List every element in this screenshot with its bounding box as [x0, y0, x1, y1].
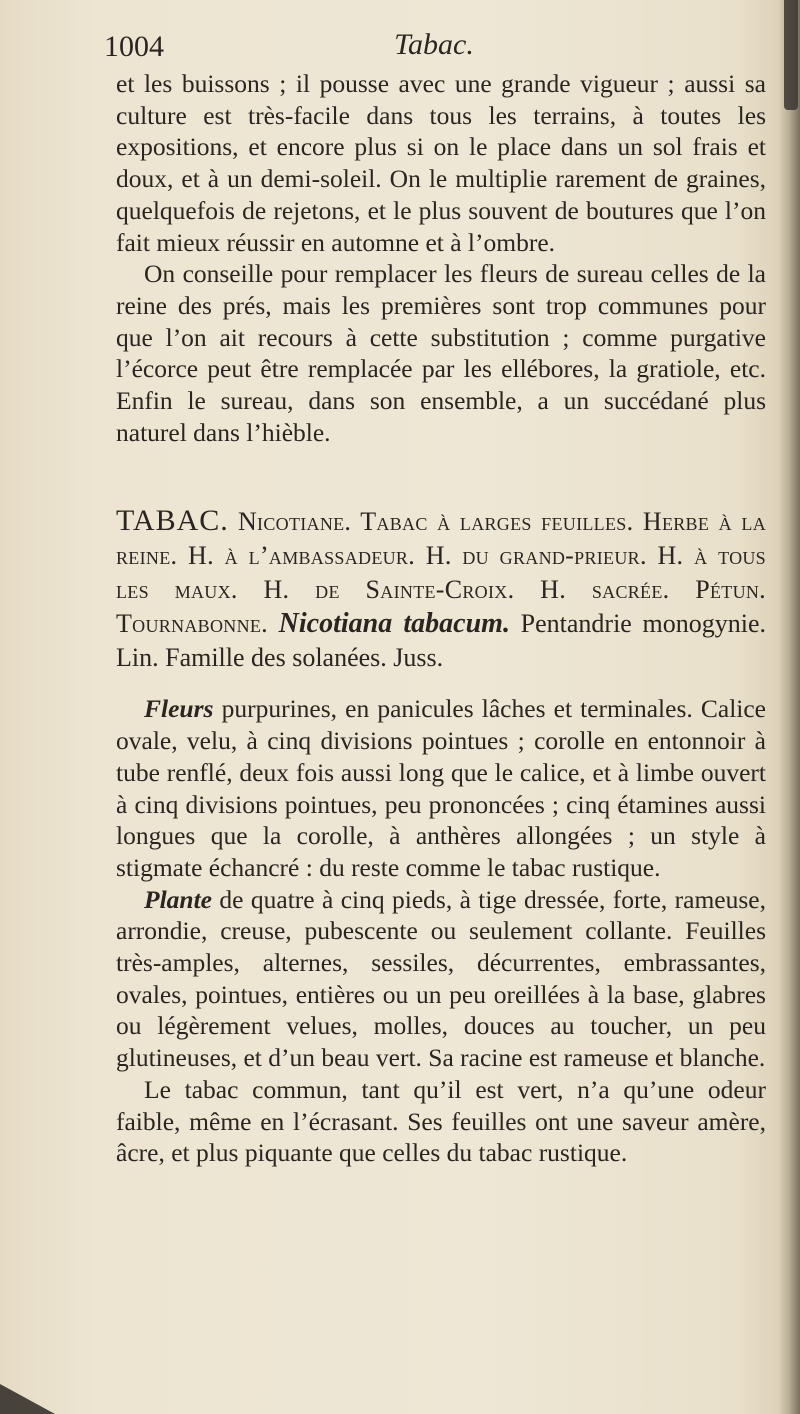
plant-paragraph [116, 884, 766, 1074]
page-edge-shadow [778, 0, 800, 1414]
plant-lead: Plante [144, 884, 212, 914]
continuation-paragraph-1: et les buissons ; il pousse avec une grande vigueur ; aussi sa culture est très-facile dans tous les terrains, à toutes les expositions, et encore plus si on le place dans un sol frais et doux, et à un demi-soleil. On le multiplie rarement de graines, quelquefois de rejetons, et le plus souvent de boutures que l’on fait mieux réussir en automne et à l’ombre. [116, 69, 766, 257]
flowers-paragraph [116, 693, 766, 883]
entry-heading [116, 504, 766, 675]
plant-text: de quatre à cinq pieds, à tige dressée, forte, rameuse, arrondie, creuse, pubescente ou seulement collante. Feuilles très-amples, alternes, sessiles, décurrentes, embrassantes, ovales, pointues, entières ou un peu oreillées à la base, glabres ou légèrement velues, molles, douces au toucher, un peu glutineuses, et d’un beau vert. Sa racine est rameuse et blanche. [116, 884, 766, 1073]
running-title: Tabac. [394, 28, 474, 61]
entry-latin-name: Nicotiana tabacum. [278, 608, 510, 640]
page-number: 1004 [104, 30, 164, 63]
entry-classification: Pentandrie monogynie. Lin. Famille des solanées. Juss. [116, 609, 767, 673]
entry-headword: TABAC. [116, 504, 229, 538]
flowers-text: purpurines, en panicules lâches et terminales. Calice ovale, velu, à cinq divisions pointues ; corolle en entonnoir à tube renflé, deux fois aussi long que le calice, et à limbe ouvert à cinq divisions pointues, peu prononcées ; cinq étamines aussi longues que la corolle, à anthères allongées ; un style à stigmate échancré : du reste comme le tabac rustique. [116, 694, 767, 882]
continuation-paragraph-2: On conseille pour remplacer les fleurs de sureau celles de la reine des prés, mais les premières sont trop communes pour que l’on ait recours à cette substitution ; comme purgative l’écorce peut être remplacée par les ellébores, la gratiole, etc. Enfin le sureau, dans son ensemble, a un succédané plus naturel dans l’hièble. [116, 259, 766, 447]
flowers-lead: Fleurs [144, 694, 214, 724]
page-text [116, 68, 766, 1169]
entry-synonyms: Nicotiane. Tabac à larges feuilles. Herbe à la reine. H. à l’ambassadeur. H. du grand-prieur. H. à tous les maux. H. de Sainte-Croix. H. sacrée. Pétun. Tournabonne. [116, 507, 767, 639]
running-head [104, 26, 764, 66]
odor-paragraph: Le tabac commun, tant qu’il est vert, n’a qu’une odeur faible, même en l’écrasant. Ses feuilles ont une saveur amère, âcre, et plus piquante que celles du tabac rustique. [116, 1074, 766, 1168]
page-corner-shadow [0, 1384, 55, 1414]
page-edge-mark [784, 0, 798, 110]
